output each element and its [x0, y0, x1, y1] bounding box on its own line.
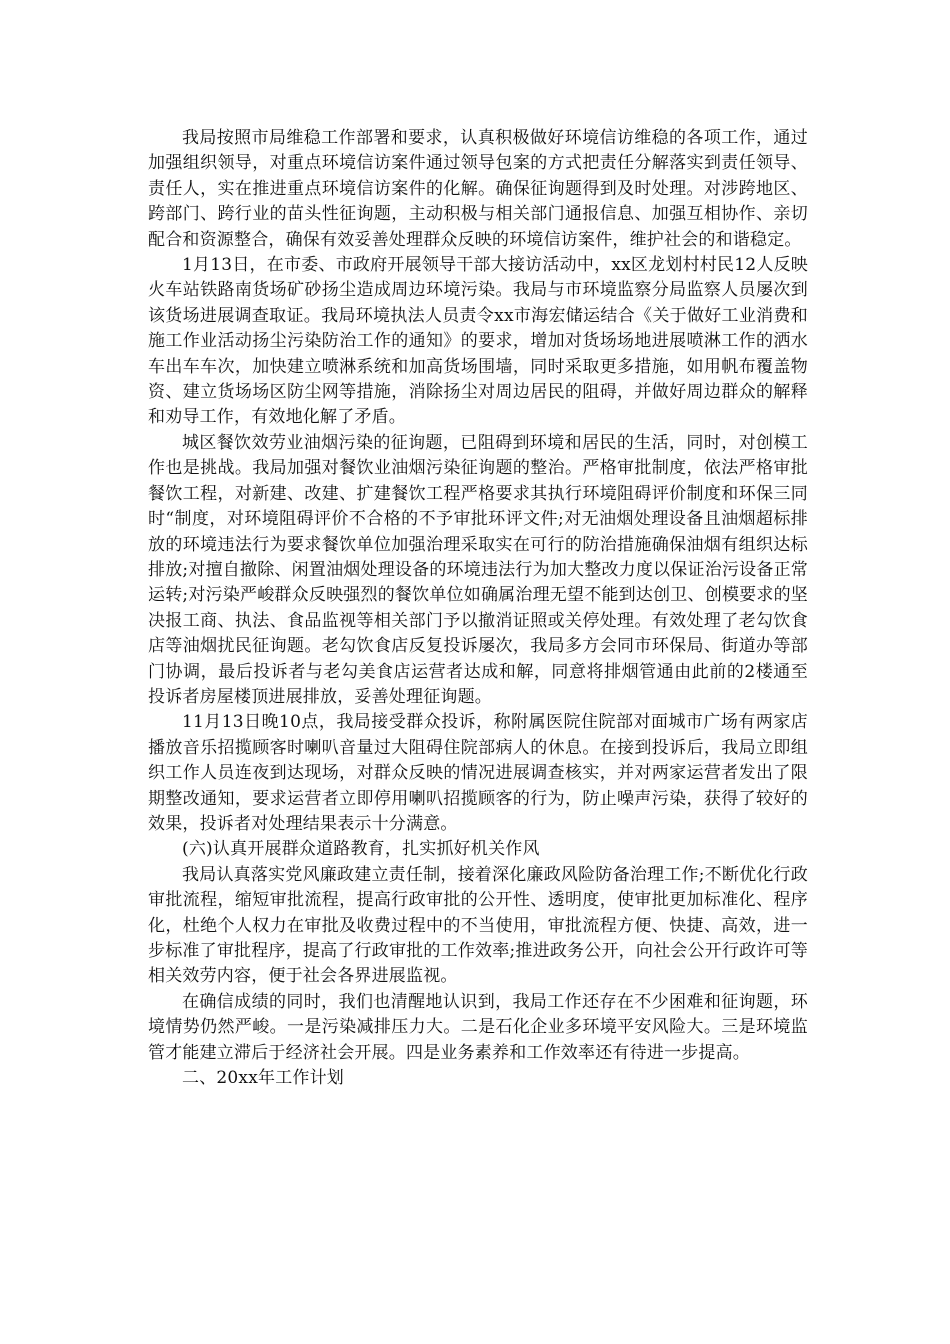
- section-heading-work-style: (六)认真开展群众道路教育，扎实抓好机关作风: [182, 839, 540, 860]
- paragraph-restaurant-fumes: 城区餐饮效劳业油烟污染的征询题，已阻碍到环境和居民的生活，同时，对创模工作也是挑战。我局加强对餐饮业油烟污染征询题的整治。严格审批制度，依法严格审批餐饮工程，对新建、改建、扩建餐饮工程严格要求其执行环境阻碍评价制度和环保三同时“制度，对环境阻碍评价不合格的不予审批环评文件;对无油烟处理设备且油烟超标排放的环境违法行为要求餐饮单位加强治理采取实在可行的防治措施确保油烟有组织达标排放;对擅自撤除、闲置油烟处理设备的环境违法行为加大整改力度以保证治污设备正常运转;对污染严峻群众反映强烈的餐饮单位如确属治理无望不能到达创卫、创模要求的坚决报工商、执法、食品监视等相关部门予以撤消证照或关停处理。有效处理了老勾饮食店等油烟扰民征询题。老勾饮食店反复投诉屡次，我局多方会同市环保局、街道办等部门协调，最后投诉者与老勾美食店运营者达成和解，同意将排烟管通由此前的2楼通至投诉者房屋楼顶进展排放，妥善处理征询题。: [148, 432, 808, 707]
- section-heading-work-plan: 二、20xx年工作计划: [182, 1068, 345, 1089]
- paragraph-dust-pollution-case: 1月13日，在市委、市政府开展领导干部大接访活动中，xx区龙划村村民12人反映火车站铁路南货场矿砂扬尘造成周边环境污染。我局与市环境监察分局监察人员屡次到该货场进展调查取证。我局环境执法人员责令xx市海宏储运结合《关于做好工业消费和施工作业活动扬尘污染防治工作的通知》的要求，增加对货场场地进展喷淋工作的洒水车出车车次，加快建立喷淋系统和加高货场围墙，同时采取更多措施，如用帆布覆盖物资、建立货场场区防尘网等措施，消除扬尘对周边居民的阻碍，并做好周边群众的解释和劝导工作，有效地化解了矛盾。: [148, 255, 808, 428]
- paragraph-noise-complaint: 11月13日晚10点，我局接受群众投诉，称附属医院住院部对面城市广场有两家店播放音乐招揽顾客时喇叭音量过大阻碍住院部病人的休息。在接到投诉后，我局立即组织工作人员连夜到达现场，对群众反映的情况进展调查核实，并对两家运营者发出了限期整改通知，要求运营者立即停用喇叭招揽顾客的行为，防止噪声污染，获得了较好的效果，投诉者对处理结果表示十分满意。: [148, 712, 808, 834]
- document-body: [148, 126, 808, 1091]
- paragraph-petition-stability: 我局按照市局维稳工作部署和要求，认真积极做好环境信访维稳的各项工作，通过加强组织领导，对重点环境信访案件通过领导包案的方式把责任分解落实到责任领导、责任人，实在推进重点环境信访案件的化解。确保征询题得到及时处理。对涉跨地区、跨部门、跨行业的苗头性征询题，主动积极与相关部门通报信息、加强互相协作、亲切配合和资源整合，确保有效妥善处理群众反映的环境信访案件，维护社会的和谐稳定。: [148, 128, 808, 250]
- paragraph-integrity-approval: 我局认真落实党风廉政建立责任制，接着深化廉政风险防备治理工作;不断优化行政审批流程，缩短审批流程，提高行政审批的公开性、透明度，使审批更加标准化、程序化，杜绝个人权力在审批及收费过程中的不当使用，审批流程方便、快捷、高效，进一步标准了审批程序，提高了行政审批的工作效率;推进政务公开，向社会公开行政许可等相关效劳内容，便于社会各界进展监视。: [148, 864, 808, 987]
- paragraph-problems: 在确信成绩的同时，我们也清醒地认识到，我局工作还存在不少困难和征询题，环境情势仍然严峻。一是污染减排压力大。二是石化企业多环境平安风险大。三是环境监管才能建立滞后于经济社会开展。四是业务素养和工作效率还有待进一步提高。: [148, 991, 808, 1063]
